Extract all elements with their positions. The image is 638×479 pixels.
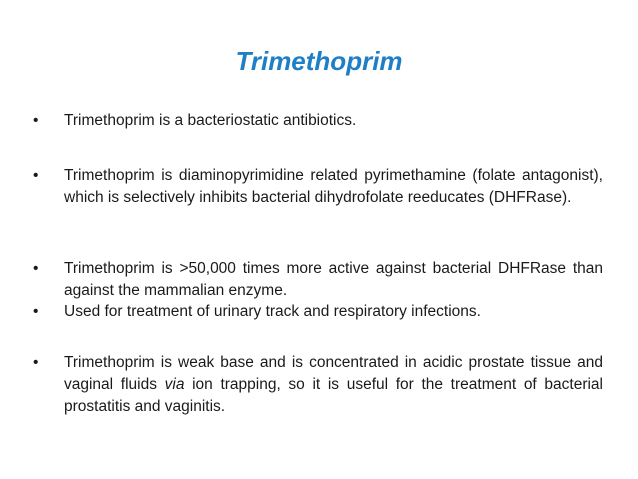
slide-title: Trimethoprim xyxy=(235,46,403,76)
bullet-marker: • xyxy=(33,112,39,129)
bullet-text: Trimethoprim is diaminopyrimidine related pyrimethamine (folate antagonist), which is selectively inhibits bacterial dihydrofolate reeducates (DHFRase). xyxy=(64,167,603,206)
bullet-item xyxy=(33,352,603,418)
bullet-item xyxy=(33,110,603,132)
bullet-text: Trimethoprim is >50,000 times more active against bacterial DHFRase than against the mammalian enzyme. xyxy=(64,260,603,299)
bullet-text-part: Trimethoprim is weak base and is concentrated in acidic prostate tissue and vaginal fluids xyxy=(64,354,603,393)
bullet-text: Used for treatment of urinary track and respiratory infections. xyxy=(64,303,481,320)
bullet-item xyxy=(33,301,603,323)
bullet-marker: • xyxy=(33,354,39,371)
bullet-item xyxy=(33,258,603,302)
bullet-text-part: ion trapping, so it is useful for the treatment of bacterial prostatitis and vaginitis. xyxy=(64,376,603,415)
bullet-marker: • xyxy=(33,260,39,277)
bullet-marker: • xyxy=(33,167,39,184)
bullet-marker: • xyxy=(33,303,39,320)
bullet-text: Trimethoprim is a bacteriostatic antibiotics. xyxy=(64,112,357,129)
bullet-text xyxy=(64,352,603,418)
bullet-text-italic: via xyxy=(164,376,185,393)
bullet-item xyxy=(33,165,603,209)
